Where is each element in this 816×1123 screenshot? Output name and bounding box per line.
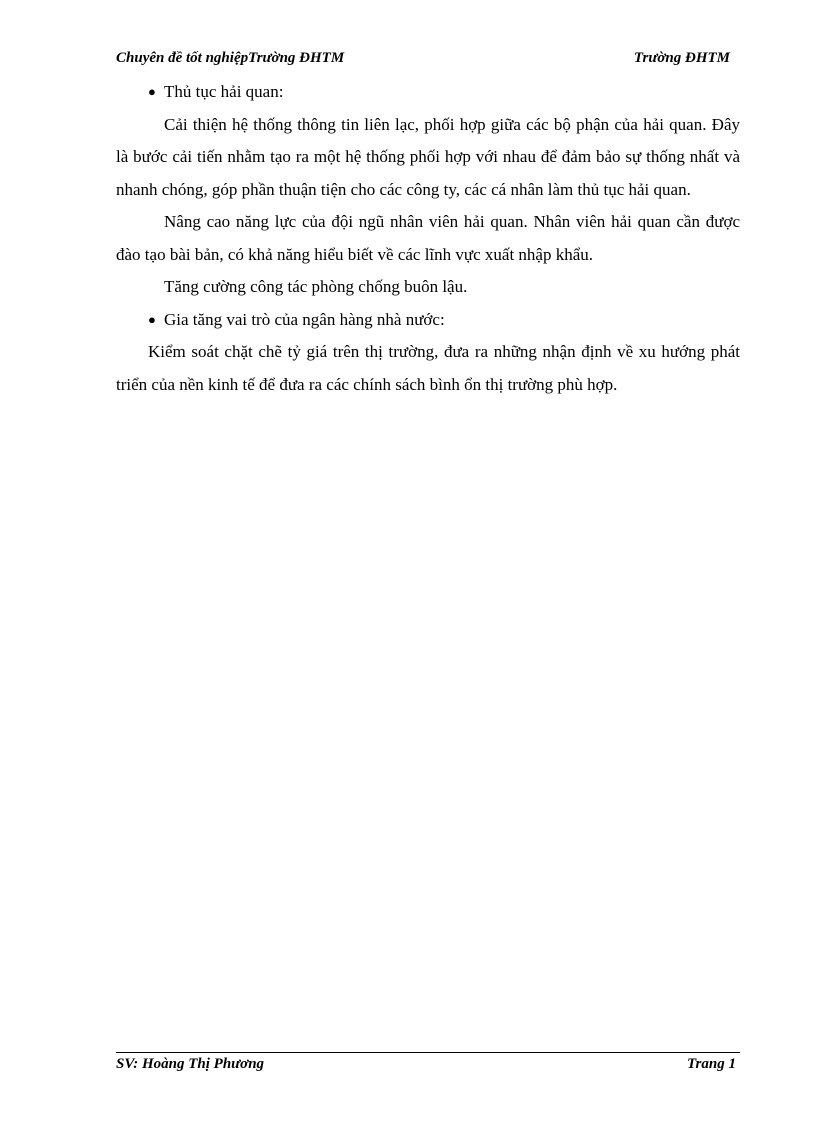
bullet-dot-icon: ● xyxy=(148,84,156,99)
bullet-text: Thủ tục hải quan: xyxy=(164,82,284,101)
paragraph-exchange-rate: Kiểm soát chặt chẽ tỷ giá trên thị trường, đưa ra những nhận định về xu hướng phát triển của nền kinh tế để đưa ra các chính sách bình ổn thị trường phù hợp. xyxy=(116,342,740,394)
page-header xyxy=(116,50,730,72)
footer-divider xyxy=(116,1052,740,1053)
footer-author: SV: Hoàng Thị Phương xyxy=(116,1056,265,1072)
bullet-item-customs xyxy=(116,76,740,109)
bullet-item-state-bank xyxy=(116,304,740,337)
bullet-dot-icon: ● xyxy=(148,311,156,327)
document-body xyxy=(116,76,740,401)
page-number: Trang 1 xyxy=(686,1056,736,1072)
header-right-text: Trường ĐHTM xyxy=(633,50,730,66)
page-footer xyxy=(116,1056,736,1078)
header-left-text: Chuyên đề tốt nghiệpTrường ĐHTM xyxy=(116,50,345,66)
paragraph-anti-smuggling: Tăng cường công tác phòng chống buôn lậu. xyxy=(164,277,468,296)
paragraph-staff-capacity: Nâng cao năng lực của đội ngũ nhân viên hải quan. Nhân viên hải quan cần được đào tạo bài bản, có khả năng hiểu biết về các lĩnh vực xuất nhập khẩu. xyxy=(116,212,740,264)
paragraph-communication: Cải thiện hệ thống thông tin liên lạc, phối hợp giữa các bộ phận của hải quan. Đây là bước cải tiến nhằm tạo ra một hệ thống phối hợp với nhau để đảm bảo sự thống nhất và nhanh chóng, góp phần thuận tiện cho các công ty, các cá nhân làm thủ tục hải quan. xyxy=(116,114,740,199)
bullet-text: Gia tăng vai trò của ngân hàng nhà nước: xyxy=(164,309,445,329)
